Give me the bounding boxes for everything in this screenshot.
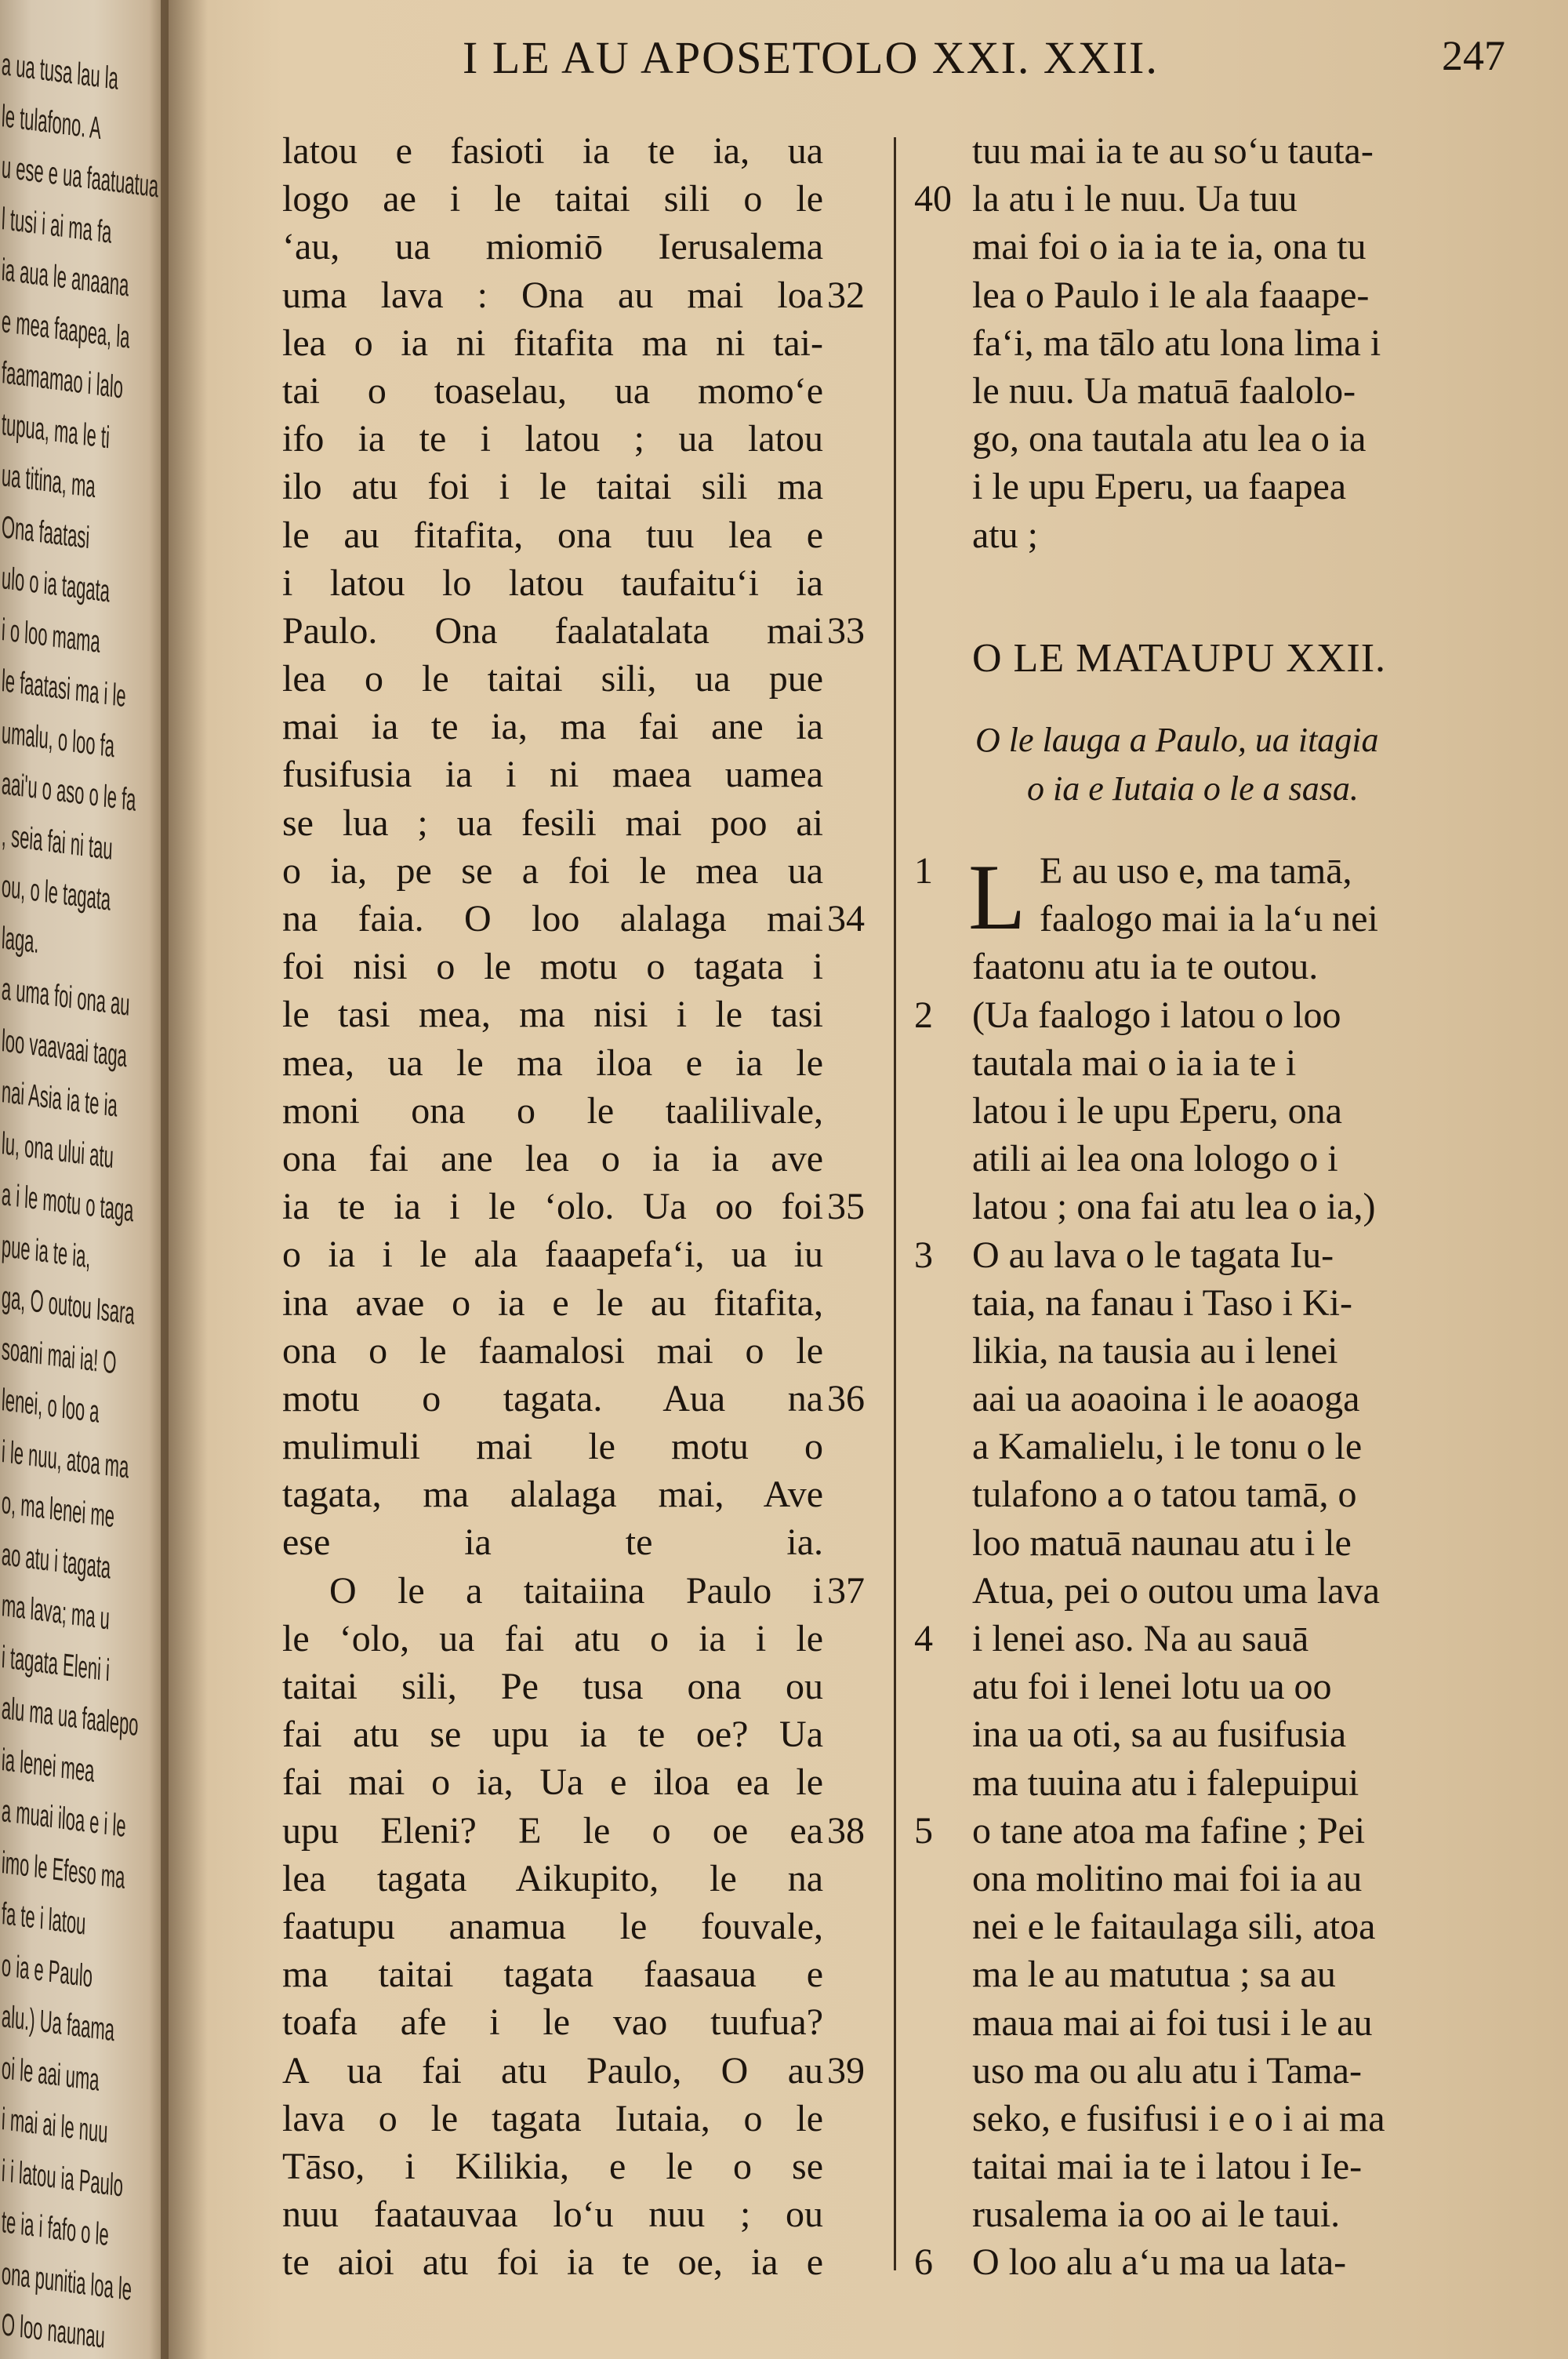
line-text: taia, na fanau i Taso i Ki- — [972, 1281, 1352, 1324]
text-line — [914, 1279, 1510, 1327]
text-line — [914, 1087, 1510, 1135]
verse-number: 40 — [914, 178, 952, 220]
previous-page-fragment: a ua tusa lau la — [1, 47, 119, 96]
previous-page-fragment: ua titina, ma — [1, 458, 96, 505]
text-line — [282, 1423, 937, 1470]
line-text: latou e fasioti ia te ia, ua — [282, 130, 823, 172]
text-line — [282, 943, 937, 990]
text-line — [914, 1615, 1510, 1663]
line-text: upu Eleni? E le o oe ea — [282, 1809, 823, 1852]
previous-page-fragment: i o loo mama — [1, 612, 101, 660]
text-line — [914, 2238, 1510, 2286]
text-line — [282, 1183, 937, 1230]
line-text: i lenei aso. Na au sauā — [972, 1618, 1309, 1659]
text-line — [282, 1135, 937, 1183]
text-line — [914, 463, 1510, 511]
chapter-summary-line-1: O le lauga a Paulo, ua itagia — [975, 721, 1379, 759]
text-line — [282, 799, 937, 847]
line-text: o tane atoa ma fafine ; Pei — [972, 1809, 1366, 1852]
text-line — [914, 1759, 1510, 1807]
previous-page-fragment: Ona faatasi — [1, 509, 91, 555]
text-line — [914, 1807, 1510, 1855]
text-line — [914, 1855, 1510, 1903]
line-text: E au uso e, ma tamā, — [1040, 850, 1352, 892]
text-line — [914, 991, 1510, 1039]
text-line — [282, 175, 937, 223]
line-text: tagata, ma alalaga mai, Ave — [282, 1474, 823, 1516]
line-text: uso ma ou alu atu i Tama- — [972, 2049, 1362, 2092]
text-line — [914, 1470, 1510, 1518]
line-text: uma lava : Ona au mai loa — [282, 274, 823, 316]
previous-page-fragment: ma lava; ma u — [1, 1588, 111, 1637]
line-text: (Ua faalogo i latou o loo — [972, 994, 1341, 1036]
text-line — [282, 1950, 937, 1998]
line-text: Atua, pei o outou uma lava — [972, 1569, 1380, 1612]
column-rule — [894, 137, 896, 2270]
text-line — [914, 2190, 1510, 2238]
line-text: ilo atu foi i le taitai sili ma — [282, 466, 823, 508]
line-text: A ua fai atu Paulo, O au — [282, 2049, 823, 2092]
text-line — [282, 1710, 937, 1758]
line-text: le nuu. Ua matuā faalolo- — [972, 369, 1356, 412]
text-line — [914, 367, 1510, 415]
text-line — [282, 1615, 937, 1663]
text-line — [914, 1999, 1510, 2047]
line-text: maua mai ai foi tusi i le au — [972, 2001, 1373, 2044]
previous-page-fragment: o ia e Paulo — [1, 1947, 93, 1994]
previous-page-fragment: o, ma lenei me — [1, 1485, 115, 1535]
text-line — [914, 1950, 1510, 1998]
line-text: rusalema ia oo ai le taui. — [972, 2194, 1341, 2236]
line-text: a Kamalielu, i le tonu o le — [972, 1426, 1363, 1468]
line-text: se lua ; ua fesili mai poo ai — [282, 801, 823, 844]
line-text: lea o Paulo i le ala faaape- — [972, 274, 1370, 316]
previous-page-fragment: fa te i latou — [1, 1896, 87, 1942]
line-text: ona fai ane lea o ia ia ave — [282, 1137, 823, 1180]
previous-page-fragment: le faatasi ma i le — [1, 663, 127, 714]
text-line — [282, 2095, 937, 2143]
previous-page-fragment: u ese e ua faatuatua — [1, 150, 159, 205]
line-text: ona molitino mai foi ia au — [972, 1857, 1363, 1899]
line-text: mai foi o ia ia te ia, ona tu — [972, 226, 1367, 268]
text-line — [282, 895, 937, 943]
previous-page-fragment: nai Asia ia te ia — [1, 1074, 118, 1124]
text-line — [914, 2143, 1510, 2190]
line-text: le ʻolo, ua fai atu o ia i le — [282, 1617, 823, 1659]
previous-page-fragment: alu ma ua faalepo — [1, 1691, 140, 1743]
text-line — [282, 559, 937, 607]
previous-page-fragment: ia aua le anaana — [1, 253, 130, 304]
text-line — [282, 511, 937, 559]
verse-number: 4 — [914, 1618, 933, 1659]
previous-page-fragment: oi le aai uma — [1, 2050, 100, 2098]
line-text: faʻi, ma tālo atu lona lima i — [972, 322, 1381, 364]
previous-page-fragment: lu, ona ului atu — [1, 1125, 114, 1175]
line-text: la atu i le nuu. Ua tuu — [972, 178, 1298, 220]
line-text: mea, ua le ma iloa e ia le — [282, 1041, 823, 1084]
previous-page-fragment: ga, O outou Isara — [1, 1280, 136, 1332]
previous-page-fragment: i tagata Eleni i — [1, 1639, 111, 1688]
line-text: aai ua aoaoina i le aoaoga — [972, 1378, 1360, 1420]
text-line — [282, 990, 937, 1038]
line-text: logo ae i le taitai sili o le — [282, 178, 823, 220]
text-line — [914, 847, 1510, 895]
text-line — [282, 1903, 937, 1950]
verse-number: 1 — [914, 850, 933, 892]
line-text: mulimuli mai le motu o — [282, 1426, 823, 1468]
previous-page-fragment: i i latou ia Paulo — [1, 2153, 124, 2204]
previous-page-fragment: ia lenei mea — [1, 1742, 96, 1789]
line-text: O loo alu aʻu ma ua lata- — [972, 2241, 1347, 2284]
text-line — [282, 1807, 937, 1855]
text-line — [282, 703, 937, 751]
line-text: taitai sili, Pe tusa ona ou — [282, 1666, 823, 1707]
text-line — [282, 751, 937, 798]
right-column-bottom — [914, 847, 1510, 2287]
line-text: tautala mai o ia ia te i — [972, 1041, 1297, 1084]
line-text: latou i le upu Eperu, ona — [972, 1089, 1342, 1132]
text-line — [914, 1327, 1510, 1375]
text-line — [282, 2190, 937, 2238]
line-text: lea o le taitai sili, ua pue — [282, 658, 823, 700]
line-text: ia te ia i le ʻolo. Ua oo foi — [282, 1186, 823, 1228]
previous-page-fragment: a muai iloa e i le — [1, 1794, 127, 1845]
line-text: nei e le faitaulaga sili, atoa — [972, 1906, 1376, 1948]
verse-number: 39 — [827, 2049, 865, 2092]
line-text: ina ua oti, sa au fusifusia — [972, 1714, 1347, 1756]
line-text: le tasi mea, ma nisi i le tasi — [282, 994, 823, 1036]
previous-page-fragment: i mai ai le nuu — [1, 2102, 109, 2150]
text-line — [282, 271, 937, 319]
line-text: te aioi atu foi ia te oe, ia e — [282, 2241, 823, 2284]
text-line — [282, 847, 937, 895]
line-text: ifo ia te i latou ; ua latou — [282, 418, 823, 460]
text-line — [282, 1663, 937, 1710]
text-line — [282, 1230, 937, 1278]
previous-page-fragment: e mea faapea, la — [1, 304, 131, 355]
verse-number: 35 — [827, 1186, 865, 1228]
previous-page-fragment: alu.) Ua faama — [1, 1999, 115, 2048]
text-line — [282, 1039, 937, 1087]
previous-page-fragment: soani mai ia! O — [1, 1331, 118, 1381]
line-text: atu foi i lenei lotu ua oo — [972, 1666, 1332, 1708]
verse-number: 37 — [827, 1569, 865, 1612]
line-text: faatonu atu ia te outou. — [972, 946, 1319, 988]
previous-page-fragment: ao atu i tagata — [1, 1536, 111, 1586]
line-text: tai o toaselau, ua momoʻe — [282, 369, 823, 412]
previous-page-fragment: laga. — [1, 920, 40, 960]
text-line — [914, 175, 1510, 223]
previous-page-fragment: a uma foi ona au — [1, 972, 131, 1023]
text-line — [282, 127, 937, 175]
gutter-shadow — [161, 0, 208, 2359]
running-head: I LE AU APOSETOLO XXI. XXII. — [463, 32, 1159, 83]
previous-page-fragment: aai'u o aso o le fa — [1, 766, 137, 818]
text-line — [914, 1039, 1510, 1087]
text-line — [282, 2143, 937, 2190]
page-number: 247 — [1442, 32, 1505, 79]
text-line — [282, 1375, 937, 1423]
previous-page-fragment: te ia i fafo o le — [1, 2205, 110, 2253]
line-text: nuu faatauvaa loʻu nuu ; ou — [282, 2194, 823, 2236]
line-text: le au fitafita, ona tuu lea e — [282, 514, 823, 556]
text-line — [282, 223, 937, 271]
text-line — [914, 319, 1510, 367]
text-line — [914, 1231, 1510, 1279]
line-text: likia, na tausia au i lenei — [972, 1329, 1338, 1372]
previous-page-fragment: pue ia te ia, — [1, 1228, 92, 1274]
page-header — [463, 31, 1505, 94]
previous-page-fragment: ona punitia loa le — [1, 2255, 132, 2307]
line-text: toafa afe i le vao tuufua? — [282, 2001, 823, 2044]
line-text: i latou lo latou taufaituʻi ia — [282, 562, 823, 604]
text-line — [914, 415, 1510, 463]
previous-page-fragment: a i le motu o taga — [1, 1177, 135, 1229]
line-text: ona o le faamalosi mai o le — [282, 1329, 823, 1372]
line-text: ese ia te ia. — [282, 1521, 823, 1564]
text-line — [914, 511, 1510, 559]
verse-number: 36 — [827, 1377, 865, 1419]
text-line — [282, 607, 937, 655]
verse-number: 38 — [827, 1809, 865, 1852]
drop-cap: L — [968, 845, 1026, 949]
verse-number: 2 — [914, 994, 933, 1036]
text-line — [282, 1567, 937, 1615]
text-line — [282, 2238, 937, 2286]
previous-page-fragment: tupua, ma le ti — [1, 406, 111, 455]
previous-page-fragment: l tusi i ai ma fa — [1, 201, 113, 250]
line-text: latou ; ona fai atu lea o ia,) — [972, 1186, 1376, 1228]
text-line — [282, 2047, 937, 2095]
text-line — [282, 1279, 937, 1327]
line-text: ma taitai tagata faasaua e — [282, 1954, 823, 1996]
line-text: na faia. O loo alalaga mai — [282, 898, 823, 940]
line-text: tulafono a o tatou tamā, o — [972, 1474, 1357, 1516]
line-text: o ia i le ala faaapefaʻi, ua iu — [282, 1234, 823, 1276]
verse-number: 34 — [827, 898, 865, 940]
text-line — [282, 1470, 937, 1518]
line-text: atili ai lea ona lologo o i — [972, 1138, 1338, 1180]
text-line — [282, 1758, 937, 1806]
previous-page-fragment: loo vaavaai taga — [1, 1023, 128, 1074]
line-text: lea o ia ni fitafita ma ni tai- — [282, 322, 823, 364]
previous-page-fragment: , seia fai ni tau — [1, 817, 114, 867]
previous-page-fragment: umalu, o loo fa — [1, 714, 115, 764]
text-line — [282, 319, 937, 367]
line-text: fai atu se upu ia te oe? Ua — [282, 1714, 823, 1756]
text-line — [914, 1135, 1510, 1183]
previous-page-fragment: ulo o ia tagata — [1, 561, 111, 609]
previous-page-fragment: ou, o le tagata — [1, 869, 111, 918]
previous-page-fragment: lenei, o loo a — [1, 1383, 100, 1430]
text-line — [282, 1855, 937, 1903]
line-text: mai ia te ia, ma fai ane ia — [282, 706, 823, 748]
line-text: atu ; — [972, 514, 1038, 556]
line-text: seko, e fusifusi i e o i ai ma — [972, 2097, 1385, 2139]
line-text: ma le au matutua ; sa au — [972, 1954, 1336, 1996]
line-text: O le a taitaiina Paulo i — [329, 1569, 823, 1612]
text-line — [914, 1183, 1510, 1230]
line-text: motu o tagata. Aua na — [282, 1377, 823, 1419]
chapter-summary-line-2: o ia e Iutaia o le a sasa. — [1027, 769, 1359, 808]
line-text: fusifusia ia i ni maea uamea — [282, 754, 823, 796]
text-line — [282, 655, 937, 703]
text-line — [914, 1423, 1510, 1470]
text-line — [914, 127, 1510, 175]
verse-number: 33 — [827, 609, 865, 652]
text-line — [282, 415, 937, 463]
text-line — [914, 1663, 1510, 1710]
line-text: taitai mai ia te i latou i Ie- — [972, 2146, 1363, 2188]
line-text: ʻau, ua miomiō Ierusalema — [282, 226, 823, 268]
line-text: faatupu anamua le fouvale, — [282, 1905, 823, 1947]
verse-number: 6 — [914, 2241, 933, 2284]
line-text: o ia, pe se a foi le mea ua — [282, 849, 823, 892]
text-line — [282, 1998, 937, 2046]
previous-page-fragment: O loo naunau — [1, 2307, 106, 2355]
text-line — [282, 463, 937, 511]
text-line — [282, 367, 937, 415]
verse-number: 32 — [827, 274, 865, 316]
line-text: lea tagata Aikupito, le na — [282, 1857, 823, 1899]
line-text: i le upu Eperu, ua faapea — [972, 466, 1347, 508]
text-line — [914, 1903, 1510, 1950]
line-text: O au lava o le tagata Iu- — [972, 1234, 1334, 1276]
text-line — [282, 1327, 937, 1375]
line-text: moni ona o le taalilivale, — [282, 1089, 823, 1132]
text-line — [914, 2047, 1510, 2095]
left-column — [282, 127, 937, 2286]
text-line — [282, 1087, 937, 1135]
text-line — [914, 271, 1510, 319]
previous-page-fragment: i le nuu, atoa ma — [1, 1434, 130, 1485]
previous-page-fragment: imo le Efeso ma — [1, 1845, 126, 1896]
line-text: Paulo. Ona faalatalata mai — [282, 609, 823, 652]
line-text: Tāso, i Kilikia, e le o se — [282, 2145, 823, 2187]
verse-number: 5 — [914, 1809, 933, 1852]
verse-number: 3 — [914, 1234, 933, 1276]
line-text: fai mai o ia, Ua e iloa ea le — [282, 1761, 823, 1804]
right-column-top — [914, 127, 1510, 559]
text-line — [914, 1710, 1510, 1758]
text-line — [914, 1567, 1510, 1615]
line-text: go, ona tautala atu lea o ia — [972, 418, 1367, 460]
text-line — [914, 895, 1510, 943]
text-line — [914, 1519, 1510, 1567]
line-text: ma tuuina atu i falepuipui — [972, 1761, 1359, 1804]
line-text: tuu mai ia te au soʻu tauta- — [972, 130, 1374, 172]
previous-page-fragment: faamamao i lalo — [1, 355, 124, 405]
text-line — [282, 1518, 937, 1566]
chapter-title: O LE MATAUPU XXII. — [972, 636, 1387, 681]
text-line — [914, 223, 1510, 271]
line-text: lava o le tagata Iutaia, o le — [282, 2097, 823, 2139]
line-text: ina avae o ia e le au fitafita, — [282, 1281, 823, 1324]
text-line — [914, 943, 1510, 990]
text-line — [914, 2095, 1510, 2143]
line-text: foi nisi o le motu o tagata i — [282, 946, 823, 988]
text-line — [914, 1375, 1510, 1423]
previous-page-fragment: le tulafono. A — [1, 98, 102, 146]
previous-page-edge — [0, 0, 169, 2359]
line-text: loo matuā naunau atu i le — [972, 1521, 1352, 1564]
line-text: faalogo mai ia laʻu nei — [1040, 898, 1378, 940]
